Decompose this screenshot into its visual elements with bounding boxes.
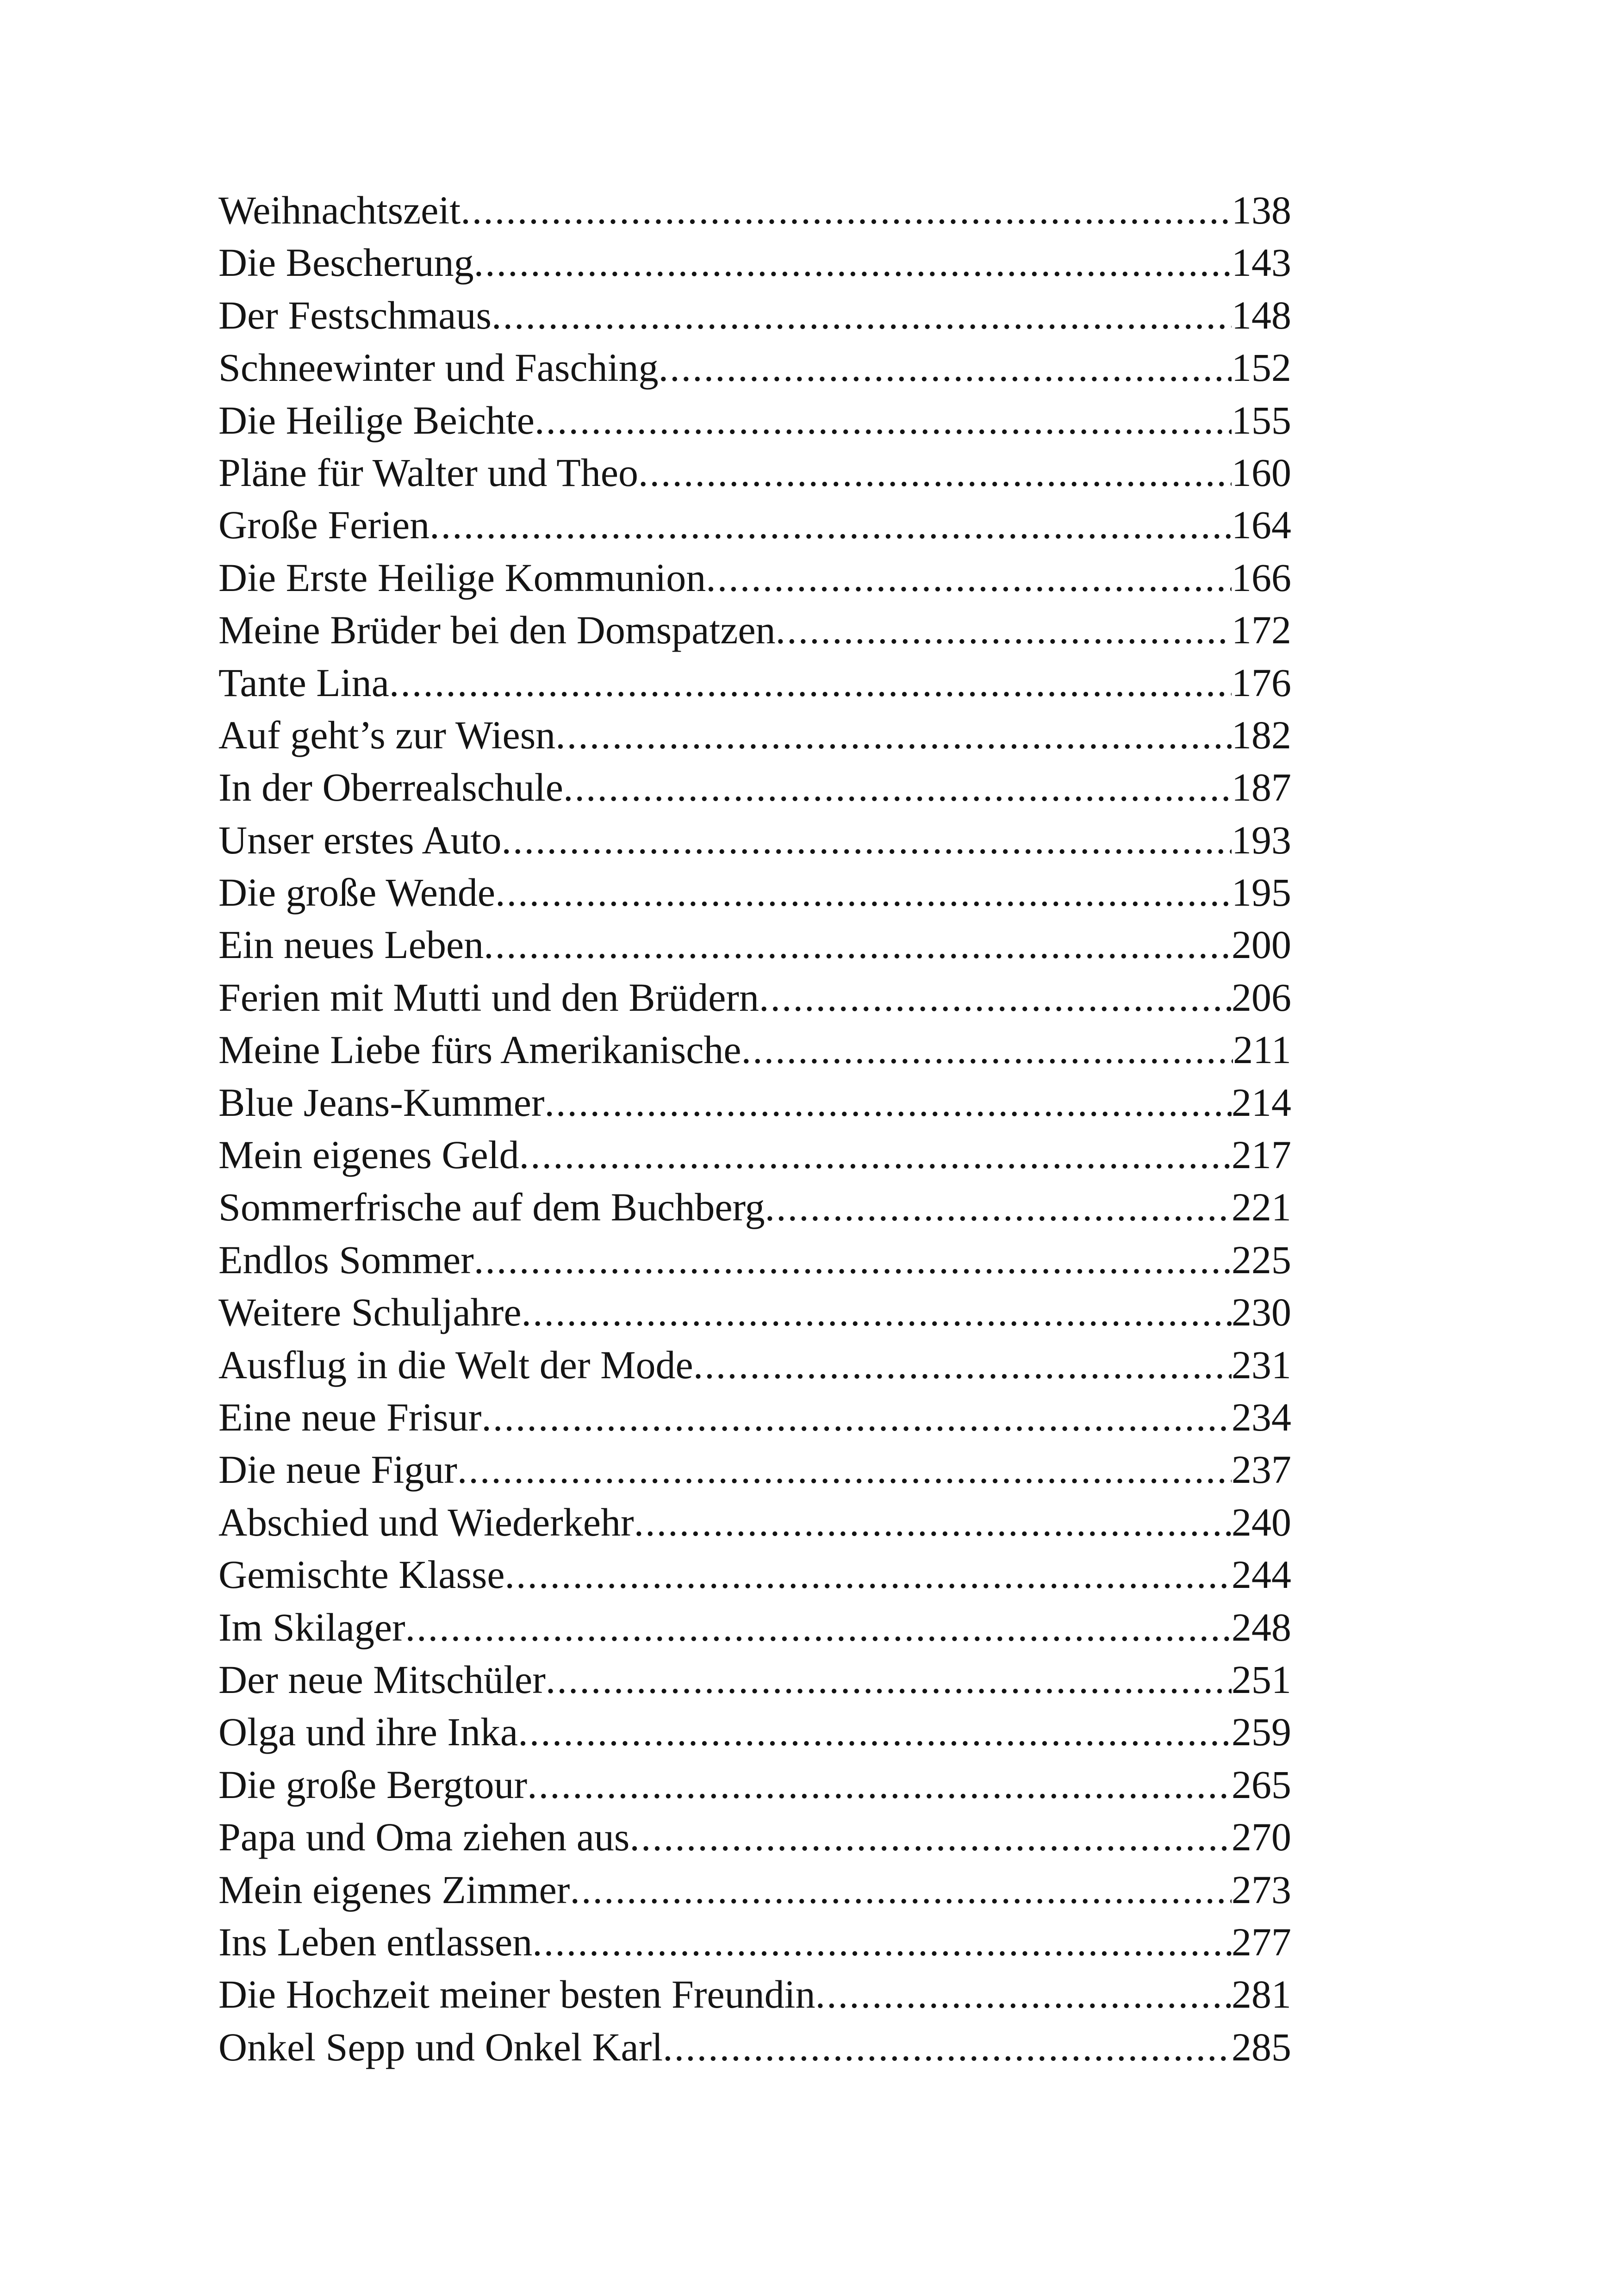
dot-leader	[563, 761, 1232, 814]
dot-leader	[555, 709, 1232, 761]
dot-leader	[474, 236, 1232, 289]
toc-entry[interactable]	[218, 236, 1291, 289]
dot-leader	[634, 1496, 1232, 1549]
toc-entry-title: Meine Liebe fürs Amerikanische	[218, 1027, 741, 1072]
dot-leader	[693, 1339, 1232, 1391]
toc-entry-title: Tante Lina	[218, 660, 389, 705]
toc-entry-page: 148	[1232, 292, 1291, 337]
dot-leader	[518, 1706, 1232, 1758]
toc-entry-page: 231	[1232, 1342, 1291, 1387]
dot-leader	[776, 604, 1232, 656]
table-of-contents	[218, 184, 1291, 2073]
toc-entry-title: Die große Bergtour	[218, 1762, 528, 1807]
toc-entry[interactable]	[218, 342, 1291, 394]
dot-leader	[519, 1129, 1232, 1181]
toc-entry-page: 176	[1232, 660, 1291, 705]
dot-leader	[759, 971, 1232, 1024]
toc-entry[interactable]	[218, 1601, 1291, 1654]
toc-entry-page: 234	[1232, 1394, 1291, 1439]
toc-entry[interactable]	[218, 447, 1291, 499]
toc-entry-page: 259	[1232, 1710, 1291, 1755]
toc-entry-page: 193	[1232, 817, 1291, 862]
toc-entry-page: 270	[1232, 1815, 1291, 1860]
dot-leader	[638, 447, 1232, 499]
toc-entry-page: 248	[1232, 1605, 1291, 1649]
toc-entry-title: Weihnachtszeit	[218, 188, 461, 232]
toc-entry-title: Unser erstes Auto	[218, 817, 502, 862]
toc-entry[interactable]	[218, 1968, 1291, 2021]
toc-entry-title: Die Bescherung	[218, 240, 474, 285]
toc-entry[interactable]	[218, 1444, 1291, 1496]
toc-entry-title: Ins Leben entlassen	[218, 1919, 533, 1964]
dot-leader	[484, 919, 1232, 971]
toc-entry-title: Ein neues Leben	[218, 922, 484, 967]
toc-entry-page: 281	[1232, 1972, 1291, 2017]
toc-entry-title: Ferien mit Mutti und den Brüdern	[218, 975, 759, 1020]
toc-entry[interactable]	[218, 1706, 1291, 1758]
toc-entry-page: 172	[1232, 608, 1291, 653]
dot-leader	[663, 2021, 1232, 2073]
toc-entry-page: 155	[1232, 398, 1291, 442]
toc-entry-page: 221	[1232, 1185, 1291, 1230]
dot-leader	[546, 1654, 1232, 1706]
toc-entry[interactable]	[218, 394, 1291, 447]
toc-entry-title: Der Festschmaus	[218, 292, 492, 337]
toc-entry-title: Die Heilige Beichte	[218, 398, 535, 442]
toc-entry[interactable]	[218, 1181, 1291, 1233]
toc-entry[interactable]	[218, 919, 1291, 971]
toc-entry[interactable]	[218, 866, 1291, 919]
toc-entry-page: 217	[1232, 1132, 1291, 1177]
dot-leader	[505, 1549, 1232, 1601]
dot-leader	[765, 1181, 1232, 1233]
toc-entry-title: Große Ferien	[218, 503, 430, 548]
toc-entry[interactable]	[218, 2021, 1291, 2073]
toc-entry[interactable]	[218, 1916, 1291, 1968]
dot-leader	[706, 552, 1232, 604]
toc-entry[interactable]	[218, 1286, 1291, 1338]
toc-entry[interactable]	[218, 1129, 1291, 1181]
toc-entry-page: 244	[1232, 1552, 1291, 1597]
toc-entry[interactable]	[218, 1864, 1291, 1916]
dot-leader	[481, 1391, 1232, 1444]
toc-entry[interactable]	[218, 761, 1291, 814]
toc-entry-title: Die neue Figur	[218, 1447, 457, 1492]
dot-leader	[501, 814, 1232, 866]
toc-entry[interactable]	[218, 1759, 1291, 1811]
toc-entry[interactable]	[218, 1654, 1291, 1706]
dot-leader	[545, 1076, 1232, 1129]
dot-leader	[461, 184, 1232, 236]
toc-entry-title: Papa und Oma ziehen aus	[218, 1815, 630, 1860]
toc-entry[interactable]	[218, 184, 1291, 236]
dot-leader	[474, 1234, 1232, 1286]
toc-entry-title: Die Hochzeit meiner besten Freundin	[218, 1972, 815, 2017]
toc-entry[interactable]	[218, 709, 1291, 761]
toc-entry-title: Die Erste Heilige Kommunion	[218, 555, 706, 600]
toc-entry-title: Die große Wende	[218, 870, 496, 915]
toc-entry-title: Gemischte Klasse	[218, 1552, 505, 1597]
toc-entry[interactable]	[218, 657, 1291, 709]
toc-entry-title: Schneewinter und Fasching	[218, 345, 659, 390]
toc-entry[interactable]	[218, 1811, 1291, 1863]
toc-entry-title: Endlos Sommer	[218, 1237, 474, 1282]
toc-entry-page: 265	[1232, 1762, 1291, 1807]
toc-entry-title: Abschied und Wiederkehr	[218, 1500, 634, 1544]
toc-entry-page: 160	[1232, 450, 1291, 495]
toc-entry-page: 195	[1232, 870, 1291, 915]
toc-entry-title: Im Skilager	[218, 1605, 405, 1649]
dot-leader	[492, 289, 1232, 342]
toc-entry[interactable]	[218, 1549, 1291, 1601]
toc-entry-title: Eine neue Frisur	[218, 1394, 482, 1439]
toc-entry-page: 187	[1232, 765, 1291, 810]
toc-entry[interactable]	[218, 814, 1291, 866]
dot-leader	[659, 342, 1232, 394]
toc-entry-title: Meine Brüder bei den Domspatzen	[218, 608, 776, 653]
toc-entry-page: 251	[1232, 1657, 1291, 1702]
dot-leader	[629, 1811, 1232, 1863]
toc-entry-page: 206	[1232, 975, 1291, 1020]
toc-entry-title: Pläne für Walter und Theo	[218, 450, 638, 495]
toc-entry-page: 237	[1232, 1447, 1291, 1492]
toc-entry-title: Mein eigenes Zimmer	[218, 1867, 570, 1912]
dot-leader	[741, 1024, 1233, 1076]
toc-entry-page: 230	[1232, 1290, 1291, 1335]
toc-entry-page: 182	[1232, 712, 1291, 757]
toc-entry-title: Mein eigenes Geld	[218, 1132, 519, 1177]
toc-entry-title: Onkel Sepp und Onkel Karl	[218, 2024, 663, 2069]
toc-entry[interactable]	[218, 1024, 1291, 1076]
toc-entry-title: In der Oberrealschule	[218, 765, 563, 810]
toc-entry-title: Olga und ihre Inka	[218, 1710, 518, 1755]
toc-entry[interactable]	[218, 552, 1291, 604]
toc-entry[interactable]	[218, 499, 1291, 551]
dot-leader	[570, 1864, 1232, 1916]
toc-entry-title: Ausflug in die Welt der Mode	[218, 1342, 693, 1387]
dot-leader	[389, 657, 1232, 709]
toc-entry[interactable]	[218, 289, 1291, 342]
dot-leader	[532, 1916, 1232, 1968]
dot-leader	[405, 1601, 1232, 1654]
toc-entry-title: Der neue Mitschüler	[218, 1657, 546, 1702]
toc-entry-page: 166	[1232, 555, 1291, 600]
toc-entry[interactable]	[218, 971, 1291, 1024]
toc-entry[interactable]	[218, 1076, 1291, 1129]
toc-entry-page: 273	[1232, 1867, 1291, 1912]
toc-entry-page: 277	[1232, 1919, 1291, 1964]
toc-entry-title: Weitere Schuljahre	[218, 1290, 522, 1335]
dot-leader	[815, 1968, 1232, 2021]
toc-entry-title: Auf geht’s zur Wiesn	[218, 712, 556, 757]
toc-entry-page: 225	[1232, 1237, 1291, 1282]
toc-entry-page: 200	[1232, 922, 1291, 967]
toc-entry-page: 214	[1232, 1080, 1291, 1125]
toc-entry-title: Sommerfrische auf dem Buchberg	[218, 1185, 765, 1230]
toc-entry-title: Blue Jeans-Kummer	[218, 1080, 545, 1125]
toc-entry-page: 164	[1232, 503, 1291, 548]
toc-entry-page: 285	[1232, 2024, 1291, 2069]
dot-leader	[429, 499, 1232, 551]
dot-leader	[535, 394, 1232, 447]
dot-leader	[457, 1444, 1232, 1496]
toc-entry[interactable]	[218, 604, 1291, 656]
dot-leader	[495, 866, 1232, 919]
toc-entry-page: 138	[1232, 188, 1291, 232]
toc-entry[interactable]	[218, 1496, 1291, 1549]
toc-entry[interactable]	[218, 1234, 1291, 1286]
toc-entry-page: 143	[1232, 240, 1291, 285]
dot-leader	[527, 1759, 1232, 1811]
toc-entry-page: 211	[1233, 1027, 1291, 1072]
toc-entry[interactable]	[218, 1391, 1291, 1444]
toc-entry[interactable]	[218, 1339, 1291, 1391]
toc-entry-page: 240	[1232, 1500, 1291, 1544]
dot-leader	[522, 1286, 1232, 1338]
toc-entry-page: 152	[1232, 345, 1291, 390]
